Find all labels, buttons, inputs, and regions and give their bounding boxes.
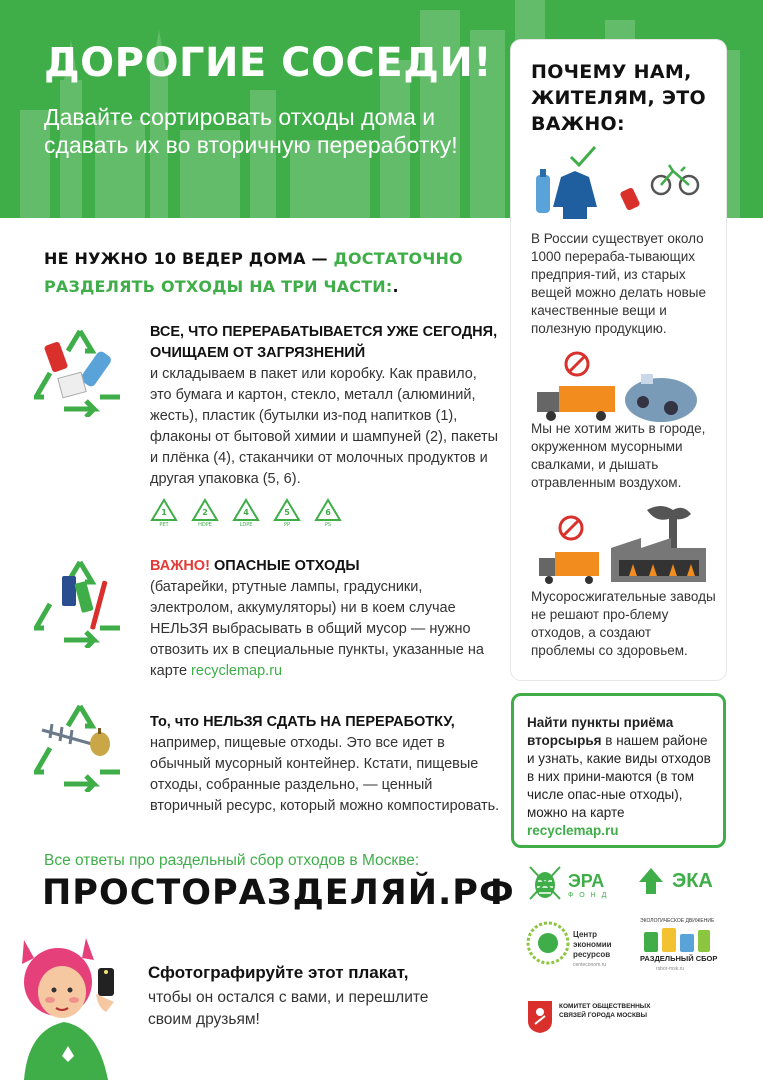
plastic-code-number: 4 [243,508,249,517]
plastic-code-number: 2 [202,508,208,517]
eco-movement-text: ЭКОЛОГИЧЕСКОЕ ДВИЖЕНИЕ [640,918,715,924]
resource-center-logo [525,918,635,976]
plastic-code-number: 1 [161,508,167,517]
site-name[interactable]: ПРОСТОРАЗДЕЛЯЙ.РФ [42,873,515,913]
recycling-benefit-illustration [531,145,701,225]
moscow-coat-of-arms-icon [527,1000,553,1034]
page-title: ДОРОГИЕ СОСЕДИ! [44,40,493,86]
separate-collection-text: РАЗДЕЛЬНЫЙ СБОР [640,954,718,963]
section-hazardous-text: (батарейки, ртутные лампы, градусники, электролом, аккумуляторы) ни в коем случае НЕЛЬЗЯ выбрасывать в общий мусор — нужно отвозить их в специальные пункты, указанные на карте [150,579,484,679]
all-answers-label: Все ответы про раздельный сбор отходов в Москве: [44,852,420,869]
plastic-code-icon [273,498,301,528]
plastic-code-label: LDPE [239,522,253,528]
important-label: ВАЖНО! [150,558,210,574]
plastic-code-label: PET [159,522,169,528]
section-hazardous [150,556,500,682]
plastic-code-icon [314,498,342,528]
find-points-bold: Найти пункты приёма вторсырья [527,715,674,748]
resource-center-url: centeconom.ru [573,962,607,968]
why-important-panel [511,40,726,680]
plastic-code-icon [191,498,219,528]
photo-text: чтобы он остался с вами, и перешлите своим друзьям! [148,989,429,1028]
eka-logo-text: ЭКА [672,870,713,892]
find-points-box [511,693,726,848]
food-waste-icon [34,700,126,792]
photo-heading: Сфотографируйте этот плакат, [148,963,409,982]
sun-leaf-icon [525,920,571,966]
era-logo-subtext: Ф О Н Д [568,892,609,899]
plastic-code-number: 6 [325,508,331,517]
find-points-text: в нашем районе и узнать, какие виды отходов в них прини-маются (в том числе опас-ные отходы), можно на карте [527,733,711,820]
section-recyclables [150,322,500,490]
lead-part-1: НЕ НУЖНО 10 ВЕДЕР ДОМА — [44,249,328,268]
why-text-1: В России существует около 1000 перераба-тывающих предприя-тий, из старых вещей можно делать новые качественные вещи и полезную продукцию. [531,231,707,336]
plastic-code-icon [150,498,178,528]
committee-text: КОМИТЕТ ОБЩЕСТВЕННЫХ СВЯЗЕЙ ГОРОДА МОСКВЫ [559,1003,651,1019]
resource-center-text: Центр экономии ресурсов [573,930,612,959]
dump-truck-illustration [531,350,701,425]
plastic-code-number: 5 [284,508,290,517]
section-non-recyclable [150,712,500,817]
section-recyclables-heading: ВСЕ, ЧТО ПЕРЕРАБАТЫВАЕТСЯ УЖЕ СЕГОДНЯ, ОЧИЩАЕМ ОТ ЗАГРЯЗНЕНИЙ [150,324,498,361]
era-fund-logo [528,865,628,905]
why-important-title: ПОЧЕМУ НАМ, ЖИТЕЛЯМ, ЭТО ВАЖНО: [531,61,706,135]
recyclables-icon [34,325,126,417]
bottles-icon [642,926,712,952]
pinecone-icon [528,865,562,901]
section-non-recyclable-text: например, пищевые отходы. Это все идет в обычный мусорный контейнер. Кстати, пищевые отходы, собранные раздельно, — ценный вторичный ресурс, который можно компостировать. [150,735,500,814]
moscow-committee-logo [527,1000,667,1040]
plastic-code-label: PS [324,522,332,528]
page-subtitle: Давайте сортировать отходы дома и сдавать их во вторичную переработку! [44,104,458,158]
separate-collection-url: rsbor-msk.ru [656,966,685,972]
lead-statement [44,245,484,301]
incinerator-illustration [531,500,706,585]
section-non-recyclable-heading: То, что НЕЛЬЗЯ СДАТЬ НА ПЕРЕРАБОТКУ, [150,714,455,730]
lead-part-2: ДОСТАТОЧНО РАЗДЕЛЯТЬ ОТХОДЫ НА ТРИ ЧАСТИ: [44,249,463,296]
girl-with-phone-illustration [12,928,137,1080]
hazardous-waste-icon [34,556,126,648]
plastic-code-label: HDPE [198,522,212,528]
why-text-3: Мусоросжигательные заводы не решают про-блему отходов, а создают проблемы со здоровьем. [531,589,716,658]
section-hazardous-heading: ОПАСНЫЕ ОТХОДЫ [213,558,360,574]
recyclemap-link[interactable]: recyclemap.ru [191,663,283,679]
plastic-code-label: PP [283,522,291,528]
separate-collection-logo [640,918,730,976]
era-logo-text: ЭРА [568,871,605,891]
why-text-2: Мы не хотим жить в городе, окруженном мусорными свалками, и дышать отравленным воздухом. [531,421,706,490]
lead-period: . [392,277,399,296]
eka-logo [636,866,726,900]
recyclemap-link-sidebar[interactable]: recyclemap.ru [527,823,619,838]
plastic-codes [150,498,342,528]
section-recyclables-text: и складываем в пакет или коробку. Как правило, это бумага и картон, стекло, металл (алюминий, жесть), пластик (бутылки из-под напитков (1), флаконы от бытовой химии и шампуней (2), пакеты и плёнка (4), стаканчики от молочных продуктов и другая упаковка (5, 6). [150,366,499,487]
plastic-code-icon [232,498,260,528]
tree-arrow-icon [636,866,666,896]
